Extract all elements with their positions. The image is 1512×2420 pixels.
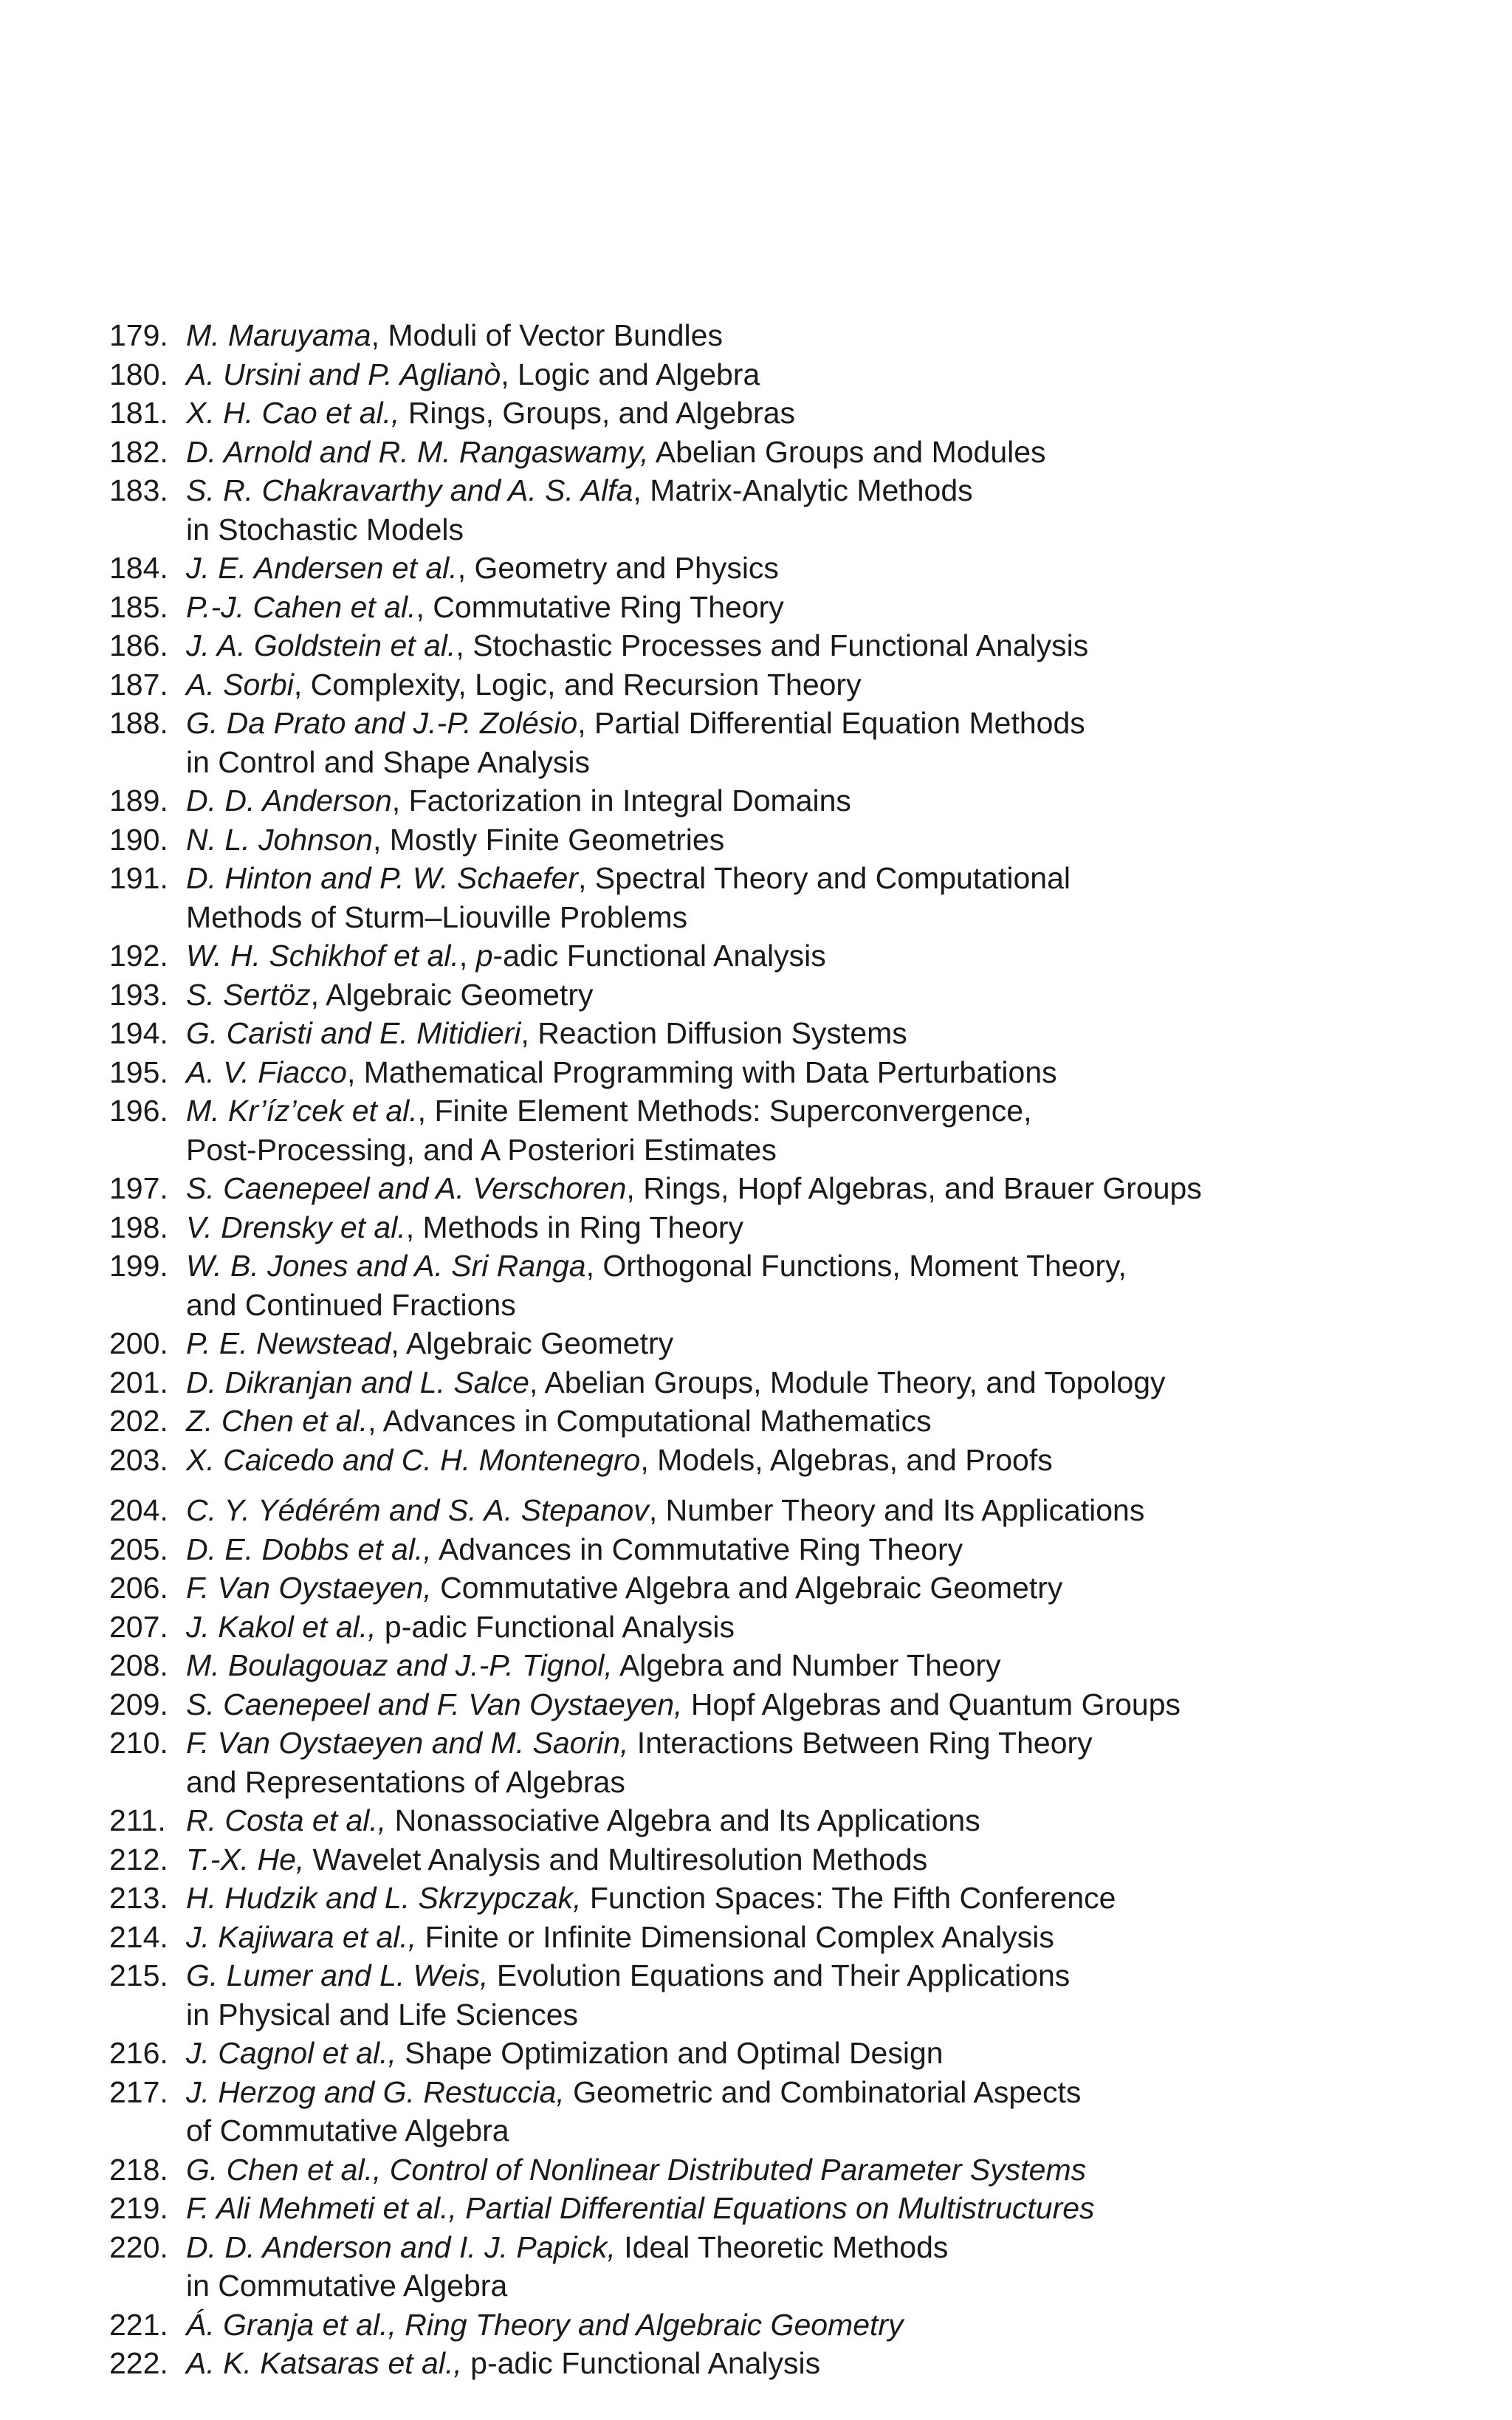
list-item xyxy=(109,1324,1482,1363)
entry-separator: , xyxy=(577,706,595,740)
list-item xyxy=(109,1608,1482,1647)
entry-author: M. Boulagouaz and J.-P. Tignol, xyxy=(186,1648,613,1682)
entry-author: G. Chen et al., Control of Nonlinear Distributed Parameter Systems xyxy=(186,2152,1087,2187)
entry-author: T.-X. He, xyxy=(186,1842,305,1876)
list-item xyxy=(109,316,1482,355)
entry-author: J. E. Andersen et al. xyxy=(186,551,458,585)
entry-author: D. Hinton and P. W. Schaefer xyxy=(186,861,578,895)
entry-separator xyxy=(613,1648,619,1682)
entry-number: 194. xyxy=(109,1016,168,1050)
entry-number: 200. xyxy=(109,1326,168,1360)
entry-separator: , xyxy=(416,589,433,624)
entry-separator: , xyxy=(371,318,388,352)
entry-number: 222. xyxy=(109,2346,168,2380)
entry-number: 216. xyxy=(109,2036,168,2070)
entry-title-line: Advances in Computational Mathematics xyxy=(382,1404,932,1438)
entry-author: C. Y. Yédérém and S. A. Stepanov xyxy=(186,1493,649,1527)
list-item xyxy=(109,1724,1482,1801)
entry-title-line: Function Spaces: The Fifth Conference xyxy=(589,1881,1116,1915)
entry-separator: , xyxy=(310,977,326,1012)
entry-title-line: Logic and Algebra xyxy=(518,357,760,391)
entry-title-line: and Representations of Algebras xyxy=(186,1764,625,1799)
list-item xyxy=(109,2228,1482,2306)
entry-author: A. V. Fiacco xyxy=(186,1055,347,1089)
list-item xyxy=(109,394,1482,433)
list-item xyxy=(109,1685,1482,1724)
entry-separator: , xyxy=(529,1365,545,1399)
entry-separator: , xyxy=(373,822,390,857)
entry-number: 197. xyxy=(109,1171,168,1205)
entry-title-line: Stochastic Processes and Functional Analysis xyxy=(472,628,1089,662)
list-item xyxy=(109,1530,1482,1569)
entry-number: 211. xyxy=(109,1803,166,1837)
entry-author: F. Ali Mehmeti et al., Partial Differential Equations on Multistructures xyxy=(186,2191,1095,2225)
entry-separator xyxy=(628,1726,636,1760)
list-item xyxy=(109,2189,1482,2228)
list-item xyxy=(109,1169,1482,1208)
entry-separator xyxy=(581,1881,589,1915)
entry-number: 210. xyxy=(109,1726,168,1760)
entry-title-line: Interactions Between Ring Theory xyxy=(636,1726,1093,1760)
entry-author: J. Kakol et al., xyxy=(186,1609,377,1644)
entry-author: M. Kr’íz’cek et al. xyxy=(186,1094,418,1128)
entry-title-line: Evolution Equations and Their Applications xyxy=(496,1958,1071,1992)
entry-title-line: Mostly Finite Geometries xyxy=(389,822,725,857)
entry-number: 185. xyxy=(109,589,168,624)
entry-title-line: Geometric and Combinatorial Aspects xyxy=(573,2074,1082,2109)
entry-number: 204. xyxy=(109,1493,168,1527)
entry-title-line: Algebraic Geometry xyxy=(405,1326,674,1360)
entry-title-line: Rings, Groups, and Algebras xyxy=(408,396,796,430)
entry-number: 221. xyxy=(109,2307,168,2342)
list-item xyxy=(109,588,1482,627)
entry-title-line: p-adic Functional Analysis xyxy=(470,2346,821,2380)
list-item xyxy=(109,1646,1482,1685)
entry-number: 203. xyxy=(109,1442,168,1477)
list-item xyxy=(109,859,1482,936)
entry-author: Á. Granja et al., Ring Theory and Algebraic Geometry xyxy=(186,2307,904,2342)
entry-separator xyxy=(432,1532,439,1566)
entry-number: 218. xyxy=(109,2152,168,2187)
entry-number: 181. xyxy=(109,396,168,430)
list-item xyxy=(109,2150,1482,2190)
entry-author: W. H. Schikhof et al. xyxy=(186,939,459,973)
entry-number: 206. xyxy=(109,1571,168,1605)
list-item xyxy=(109,1014,1482,1053)
entry-author: D. E. Dobbs et al., xyxy=(186,1532,432,1566)
entry-author: W. B. Jones and A. Sri Ranga xyxy=(186,1249,586,1283)
entry-separator: , xyxy=(640,1442,658,1477)
entry-number: 191. xyxy=(109,861,168,895)
list-item xyxy=(109,781,1482,820)
list-item xyxy=(109,1801,1482,1840)
entry-title-line: Spectral Theory and Computational xyxy=(594,861,1071,895)
entry-separator: , xyxy=(405,1210,423,1244)
entry-separator xyxy=(649,435,656,469)
entry-author: S. Sertöz xyxy=(186,977,311,1012)
series-list xyxy=(109,316,1482,2383)
entry-separator xyxy=(432,1571,440,1605)
entry-number: 199. xyxy=(109,1249,168,1283)
entry-separator: , xyxy=(391,784,409,817)
entry-author: A. Sorbi xyxy=(186,667,294,702)
entry-number: 219. xyxy=(109,2191,168,2225)
entry-number: 189. xyxy=(109,784,168,817)
entry-title-line: Factorization in Integral Domains xyxy=(408,784,851,817)
list-item xyxy=(109,704,1482,781)
entry-separator: , xyxy=(520,1016,538,1050)
entry-title-line: Complexity, Logic, and Recursion Theory xyxy=(310,667,862,702)
entry-title-line: and Continued Fractions xyxy=(186,1287,516,1322)
entry-number: 213. xyxy=(109,1881,168,1915)
list-item xyxy=(109,665,1482,705)
entry-title-line: Methods of Sturm–Liouville Problems xyxy=(186,899,688,934)
entry-title-line: in Physical and Life Sciences xyxy=(186,1997,579,2032)
entry-author: A. K. Katsaras et al., xyxy=(186,2346,462,2380)
entry-title-line: in Commutative Algebra xyxy=(186,2269,508,2303)
entry-author: J. Kajiwara et al., xyxy=(186,1919,417,1954)
list-item xyxy=(109,1247,1482,1324)
entry-number: 190. xyxy=(109,822,168,857)
entry-number: 180. xyxy=(109,357,168,391)
entry-title-line: Abelian Groups and Modules xyxy=(655,434,1046,469)
entry-separator xyxy=(396,2036,405,2070)
entry-number: 179. xyxy=(109,318,168,352)
entry-author: D. D. Anderson xyxy=(186,784,392,817)
entry-title-line: Moduli of Vector Bundles xyxy=(388,318,723,352)
entry-title-line: Commutative Algebra and Algebraic Geometry xyxy=(440,1571,1063,1605)
entry-number: 209. xyxy=(109,1687,168,1721)
entry-title-line: p-adic Functional Analysis xyxy=(384,1609,735,1644)
entry-title-line: Models, Algebras, and Proofs xyxy=(657,1442,1053,1477)
entry-separator xyxy=(377,1610,385,1644)
entry-title-line: in Stochastic Models xyxy=(186,512,464,546)
entry-author: D. D. Anderson and I. J. Papick, xyxy=(186,2229,616,2264)
entry-title-line: Commutative Ring Theory xyxy=(433,589,784,624)
entry-author: A. Ursini and P. Aglianò xyxy=(186,357,501,391)
list-item xyxy=(109,355,1482,394)
list-item xyxy=(109,1208,1482,1247)
entry-author: H. Hudzik and L. Skrzypczak, xyxy=(186,1881,582,1915)
list-item xyxy=(109,549,1482,588)
entry-separator xyxy=(616,2230,624,2264)
entry-number: 182. xyxy=(109,434,168,469)
entry-title-line: Number Theory and Its Applications xyxy=(665,1493,1145,1527)
entry-author: S. Caenepeel and A. Verschoren xyxy=(186,1171,627,1205)
entry-author: M. Maruyama xyxy=(186,318,371,352)
list-item xyxy=(109,1402,1482,1441)
list-item xyxy=(109,2073,1482,2150)
list-item xyxy=(109,976,1482,1015)
entry-title-line: Partial Differential Equation Methods xyxy=(594,706,1085,740)
entry-number: 187. xyxy=(109,667,168,702)
entry-number: 202. xyxy=(109,1404,168,1438)
entry-separator: , xyxy=(458,939,476,973)
entry-title-line: in Control and Shape Analysis xyxy=(186,744,591,779)
entry-author: D. Dikranjan and L. Salce xyxy=(186,1365,529,1399)
entry-separator xyxy=(416,1920,425,1954)
entry-author: Z. Chen et al. xyxy=(186,1404,368,1438)
entry-title-line: -adic Functional Analysis xyxy=(492,939,826,973)
entry-separator: , xyxy=(626,1171,644,1205)
entry-number: 208. xyxy=(109,1648,168,1682)
entry-separator xyxy=(565,2075,573,2109)
list-item xyxy=(109,1956,1482,2034)
list-item xyxy=(109,2344,1482,2383)
entry-title-line: Advances in Commutative Ring Theory xyxy=(438,1532,963,1566)
entry-separator xyxy=(386,1803,394,1837)
entry-number: 183. xyxy=(109,473,168,507)
entry-title-line: of Commutative Algebra xyxy=(186,2114,509,2148)
entry-title-line: Matrix-Analytic Methods xyxy=(650,473,973,507)
entry-author: G. Da Prato and J.-P. Zolésio xyxy=(186,706,578,740)
entry-title-line: Finite or Infinite Dimensional Complex Analysis xyxy=(425,1919,1054,1954)
entry-number: 195. xyxy=(109,1055,168,1089)
entry-number: 188. xyxy=(109,706,168,740)
entry-separator: , xyxy=(456,628,473,662)
entry-separator: , xyxy=(368,1404,383,1438)
entry-number: 198. xyxy=(109,1210,168,1244)
entry-separator: , xyxy=(417,1094,435,1128)
entry-separator: , xyxy=(346,1055,364,1089)
entry-title-line: Orthogonal Functions, Moment Theory, xyxy=(602,1249,1127,1283)
entry-title-line: Shape Optimization and Optimal Design xyxy=(405,2036,944,2070)
list-item xyxy=(109,1879,1482,1918)
list-item xyxy=(109,1569,1482,1608)
entry-author: P. E. Newstead xyxy=(186,1326,391,1360)
entry-title-line: Algebra and Number Theory xyxy=(619,1648,1001,1682)
entry-separator: , xyxy=(633,473,650,507)
list-item xyxy=(109,1441,1482,1480)
list-item xyxy=(109,936,1482,976)
entry-separator xyxy=(462,2346,470,2380)
list-item xyxy=(109,1840,1482,1879)
entry-title-line: Methods in Ring Theory xyxy=(422,1210,744,1244)
entry-title-line: Post-Processing, and A Posteriori Estimates xyxy=(186,1132,777,1167)
list-item xyxy=(109,1918,1482,1957)
entry-title-prefix: p xyxy=(475,939,493,973)
list-item xyxy=(109,1491,1482,1530)
entry-title-line: Wavelet Analysis and Multiresolution Methods xyxy=(312,1842,928,1876)
entry-title-line: Ideal Theoretic Methods xyxy=(624,2229,949,2264)
entry-number: 192. xyxy=(109,939,168,973)
list-item xyxy=(109,1091,1482,1169)
entry-number: 212. xyxy=(109,1842,168,1876)
entry-title-line: Rings, Hopf Algebras, and Brauer Groups xyxy=(643,1171,1202,1205)
entry-number: 196. xyxy=(109,1094,168,1128)
entry-author: F. Van Oystaeyen, xyxy=(186,1571,432,1605)
entry-author: G. Lumer and L. Weis, xyxy=(186,1958,489,1992)
list-item xyxy=(109,433,1482,472)
entry-author: V. Drensky et al. xyxy=(186,1210,406,1244)
entry-number: 215. xyxy=(109,1958,168,1992)
list-item xyxy=(109,471,1482,549)
entry-separator xyxy=(488,1958,496,1992)
entry-author: R. Costa et al., xyxy=(186,1803,387,1837)
entry-number: 201. xyxy=(109,1365,168,1399)
entry-title-line: Mathematical Programming with Data Perturbations xyxy=(363,1055,1057,1089)
entry-title-line: Nonassociative Algebra and Its Applications xyxy=(394,1803,980,1837)
entry-author: S. Caenepeel and F. Van Oystaeyen, xyxy=(186,1687,683,1721)
entry-author: J. Herzog and G. Restuccia, xyxy=(186,2074,565,2109)
entry-separator: , xyxy=(648,1493,666,1527)
list-item xyxy=(109,1053,1482,1092)
entry-separator: , xyxy=(585,1249,603,1283)
entry-title-line: Abelian Groups, Module Theory, and Topology xyxy=(544,1365,1166,1399)
entry-number: 193. xyxy=(109,977,168,1012)
entry-number: 217. xyxy=(109,2074,168,2109)
entry-title-line: Finite Element Methods: Superconvergence, xyxy=(434,1094,1032,1128)
entry-author: D. Arnold and R. M. Rangaswamy, xyxy=(186,434,649,469)
entry-separator xyxy=(682,1687,690,1721)
entry-title-line: Reaction Diffusion Systems xyxy=(537,1016,907,1050)
entry-title-line: Geometry and Physics xyxy=(474,551,779,585)
entry-separator: , xyxy=(578,861,595,895)
entry-number: 184. xyxy=(109,551,168,585)
list-item xyxy=(109,2306,1482,2345)
entry-separator xyxy=(399,396,408,430)
entry-author: X. Caicedo and C. H. Montenegro xyxy=(186,1442,641,1477)
entry-number: 186. xyxy=(109,628,168,662)
list-item xyxy=(109,1363,1482,1402)
entry-number: 220. xyxy=(109,2229,168,2264)
entry-author: X. H. Cao et al., xyxy=(186,396,400,430)
entry-author: S. R. Chakravarthy and A. S. Alfa xyxy=(186,473,633,507)
list-item xyxy=(109,2034,1482,2073)
entry-author: N. L. Johnson xyxy=(186,822,373,857)
entry-author: J. Cagnol et al., xyxy=(186,2036,396,2070)
entry-author: F. Van Oystaeyen and M. Saorin, xyxy=(186,1726,629,1760)
entry-title-line: Hopf Algebras and Quantum Groups xyxy=(690,1687,1181,1721)
entry-number: 207. xyxy=(109,1609,168,1644)
entry-number: 214. xyxy=(109,1919,168,1954)
entry-separator: , xyxy=(457,551,475,585)
entry-number: 205. xyxy=(109,1532,168,1566)
entry-author: P.-J. Cahen et al. xyxy=(186,589,416,624)
entry-author: J. A. Goldstein et al. xyxy=(186,628,456,662)
list-item xyxy=(109,820,1482,860)
list-item xyxy=(109,626,1482,665)
entry-author: G. Caristi and E. Mitidieri xyxy=(186,1016,521,1050)
entry-separator xyxy=(304,1843,312,1876)
entry-separator: , xyxy=(391,1326,406,1360)
entry-separator: , xyxy=(293,667,311,702)
entry-separator: , xyxy=(501,357,518,391)
entry-title-line: Algebraic Geometry xyxy=(326,977,594,1012)
